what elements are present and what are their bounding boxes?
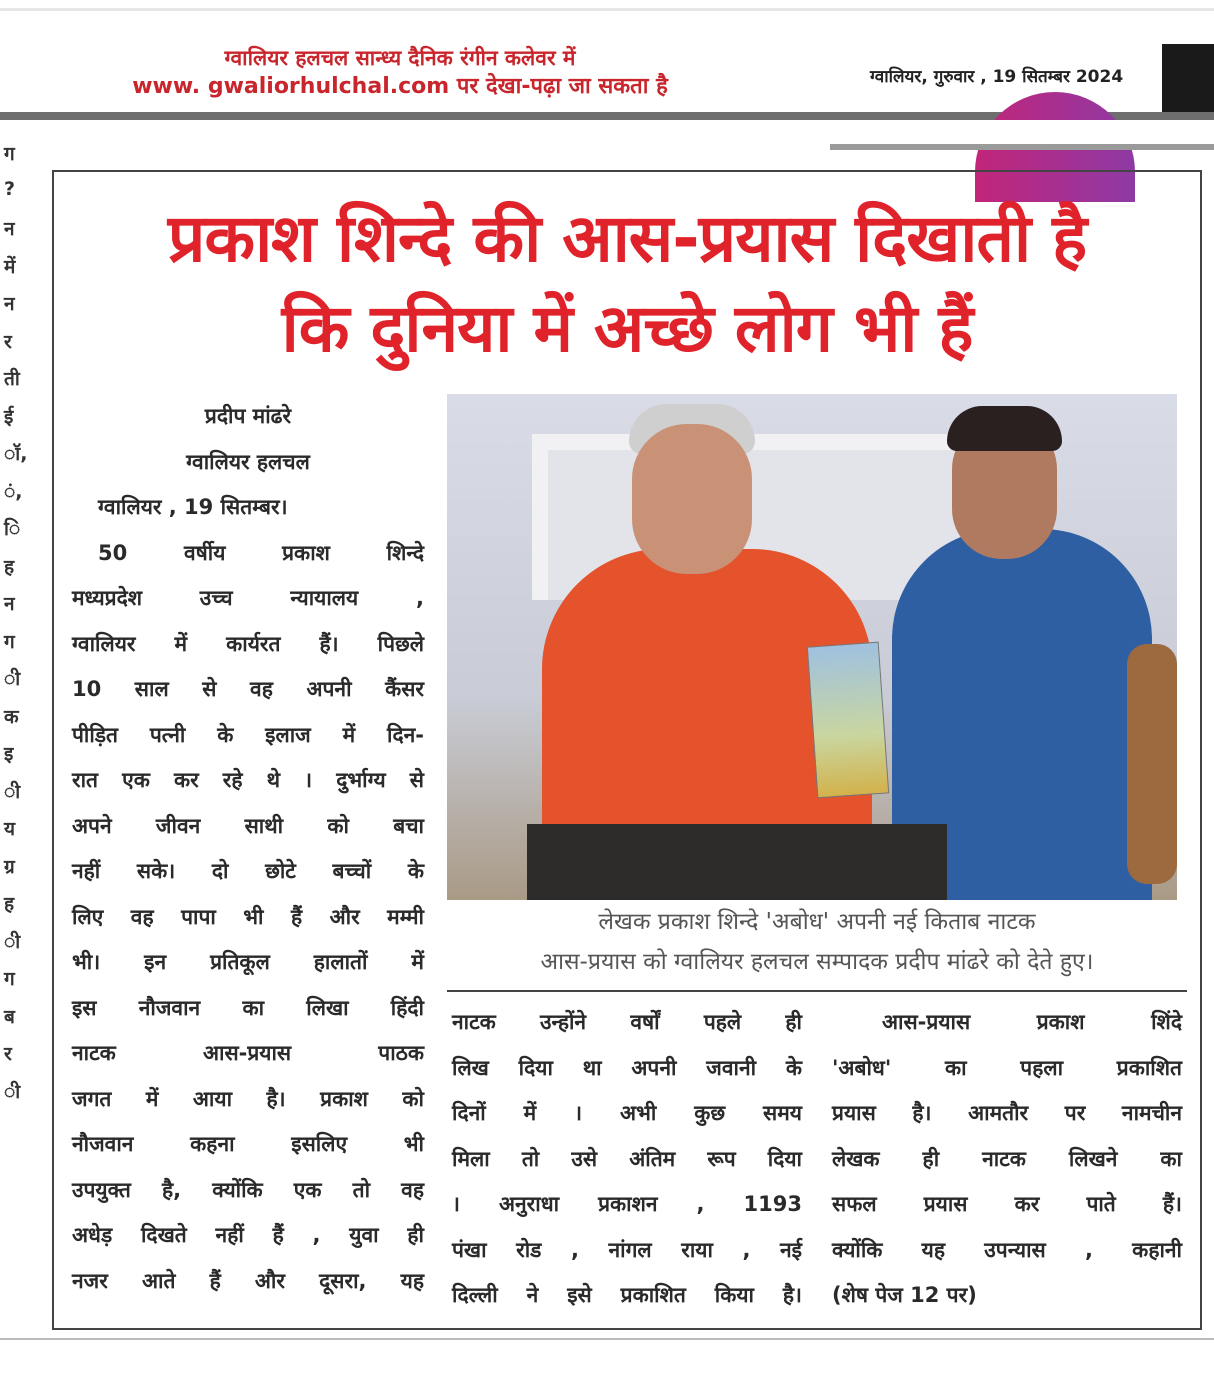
- fragment-char: ई: [4, 405, 14, 428]
- text-line: (शेष पेज 12 पर): [832, 1283, 977, 1307]
- text-line: नाटक आस-प्रयास पाठक: [72, 1041, 424, 1065]
- photo-hair: [947, 406, 1062, 451]
- text-line: प्रयास है। आमतौर पर नामचीन: [832, 1101, 1182, 1125]
- bottom-divider: [0, 1338, 1214, 1340]
- fragment-char: ग: [4, 143, 15, 165]
- text-line: नाटक उन्होंने वर्षों पहले ही: [452, 1010, 802, 1034]
- text-line: दिल्ली ने इसे प्रकाशित किया है।: [452, 1283, 802, 1307]
- text-line: मध्यप्रदेश उच्च न्यायालय ,: [72, 586, 424, 610]
- page-number-box: [1162, 44, 1214, 112]
- text-line: मिला तो उसे अंतिम रूप दिया: [452, 1146, 802, 1171]
- text-line: पीड़ित पत्नी के इलाज में दिन-: [72, 722, 424, 747]
- fragment-char: न: [4, 293, 15, 315]
- photo-caption: [447, 902, 1187, 982]
- text-line: नौजवान कहना इसलिए भी: [72, 1132, 424, 1156]
- photo-pants: [527, 824, 947, 900]
- text-line: लिख दिया था अपनी जवानी के: [452, 1055, 802, 1080]
- news-article: [52, 170, 1202, 1330]
- promo-line-1: ग्वालियर हलचल सान्ध्य दैनिक रंगीन कलेवर में: [224, 46, 576, 70]
- fragment-char: य: [4, 818, 16, 840]
- fragment-char: इ: [4, 743, 14, 765]
- caption-line-1: लेखक प्रकाश शिन्दे 'अबोध' अपनी नई किताब नाटक: [598, 909, 1036, 935]
- headline-line-2: कि दुनिया में अच्छे लोग भी हैं: [281, 290, 973, 367]
- fragment-char: में: [4, 255, 16, 278]
- fragment-char: ि: [4, 518, 21, 540]
- text-line: इस नौजवान का लिखा हिंदी: [72, 995, 424, 1020]
- text-line: अपने जीवन साथी को बचा: [72, 813, 424, 838]
- text-line: अधेड़ दिखते नहीं हैं , युवा ही: [72, 1223, 424, 1247]
- text-line: 10 साल से वह अपनी कैंसर: [72, 677, 424, 701]
- fragment-char: ी: [4, 1080, 21, 1103]
- fragment-char: न: [4, 218, 15, 240]
- text-line: पंखा रोड , नांगल राया , नई: [452, 1237, 802, 1262]
- headline: [54, 194, 1200, 374]
- text-line: लेखक ही नाटक लिखने का: [832, 1146, 1182, 1171]
- caption-rule: [447, 990, 1187, 992]
- promo-line-2: www. gwaliorhulchal.com पर देखा-पढ़ा जा सकता है: [132, 74, 668, 99]
- fragment-char: ?: [4, 177, 16, 200]
- cropped-strip-dark: [830, 144, 1214, 150]
- fragment-char: ह: [4, 555, 15, 578]
- photo-chair: [1127, 644, 1177, 884]
- text-line: आस-प्रयास प्रकाश शिंदे: [882, 1010, 1182, 1034]
- fragment-char: र: [4, 330, 12, 353]
- fragment-char: क: [4, 705, 19, 728]
- fragment-char: ती: [4, 368, 20, 390]
- byline: प्रदीप मांढरे: [204, 404, 292, 428]
- text-line: दिनों में । अभी कुछ समय: [452, 1101, 802, 1125]
- masthead-promo: [40, 44, 760, 102]
- text-line: क्योंकि यह उपन्यास , कहानी: [832, 1237, 1182, 1262]
- fragment-char: र: [4, 1043, 12, 1065]
- fragment-char: ी: [4, 930, 21, 953]
- article-photo: [447, 394, 1177, 900]
- publication: ग्वालियर हलचल: [186, 449, 310, 474]
- text-line: जगत में आया है। प्रकाश को: [72, 1086, 424, 1111]
- text-line: उपयुक्त है, क्योंकि एक तो वह: [72, 1177, 424, 1202]
- fragment-char: ब: [4, 1005, 15, 1028]
- text-line: 50 वर्षीय प्रकाश शिन्दे: [98, 540, 424, 565]
- fragment-char: ह: [4, 893, 15, 915]
- fragment-char: ग: [4, 630, 15, 653]
- article-column-2: [452, 1000, 802, 1319]
- text-line: 'अबोध' का पहला प्रकाशित: [832, 1055, 1182, 1080]
- caption-line-2: आस-प्रयास को ग्वालियर हलचल सम्पादक प्रदीप मांढरे को देते हुए।: [540, 949, 1094, 975]
- fragment-char: ॉ,: [4, 443, 28, 465]
- photo-book: [807, 642, 889, 799]
- fragment-char: ं,: [4, 480, 23, 503]
- text-line: नजर आते हैं और दूसरा, यह: [72, 1268, 424, 1293]
- dateline: ग्वालियर, गुरुवार , 19 सितम्बर 2024: [870, 67, 1124, 87]
- article-column-3: [832, 1000, 1182, 1319]
- fragment-char: ी: [4, 668, 21, 690]
- text-line: ग्वालियर में कार्यरत हैं। पिछले: [72, 631, 424, 656]
- text-line: रात एक कर रहे थे । दुर्भाग्य से: [72, 768, 424, 792]
- text-line: लिए वह पापा भी हैं और मम्मी: [72, 904, 424, 929]
- top-divider: [0, 8, 1214, 11]
- adjacent-column-fragments: [4, 140, 26, 1115]
- place-date: ग्वालियर , 19 सितम्बर।: [98, 495, 288, 519]
- headline-line-1: प्रकाश शिन्दे की आस-प्रयास दिखाती है: [167, 200, 1087, 277]
- text-line: । अनुराधा प्रकाशन , 1193: [452, 1192, 802, 1216]
- fragment-char: ग: [4, 968, 15, 990]
- fragment-char: न: [4, 593, 15, 615]
- article-column-1: [72, 394, 424, 1304]
- text-line: नहीं सके। दो छोटे बच्चों के: [72, 859, 424, 883]
- fragment-char: ग्र: [4, 855, 15, 878]
- fragment-char: ी: [4, 780, 21, 803]
- text-line: भी। इन प्रतिकूल हालातों में: [72, 950, 424, 974]
- text-line: सफल प्रयास कर पाते हैं।: [832, 1192, 1182, 1216]
- photo-head-1: [632, 424, 752, 574]
